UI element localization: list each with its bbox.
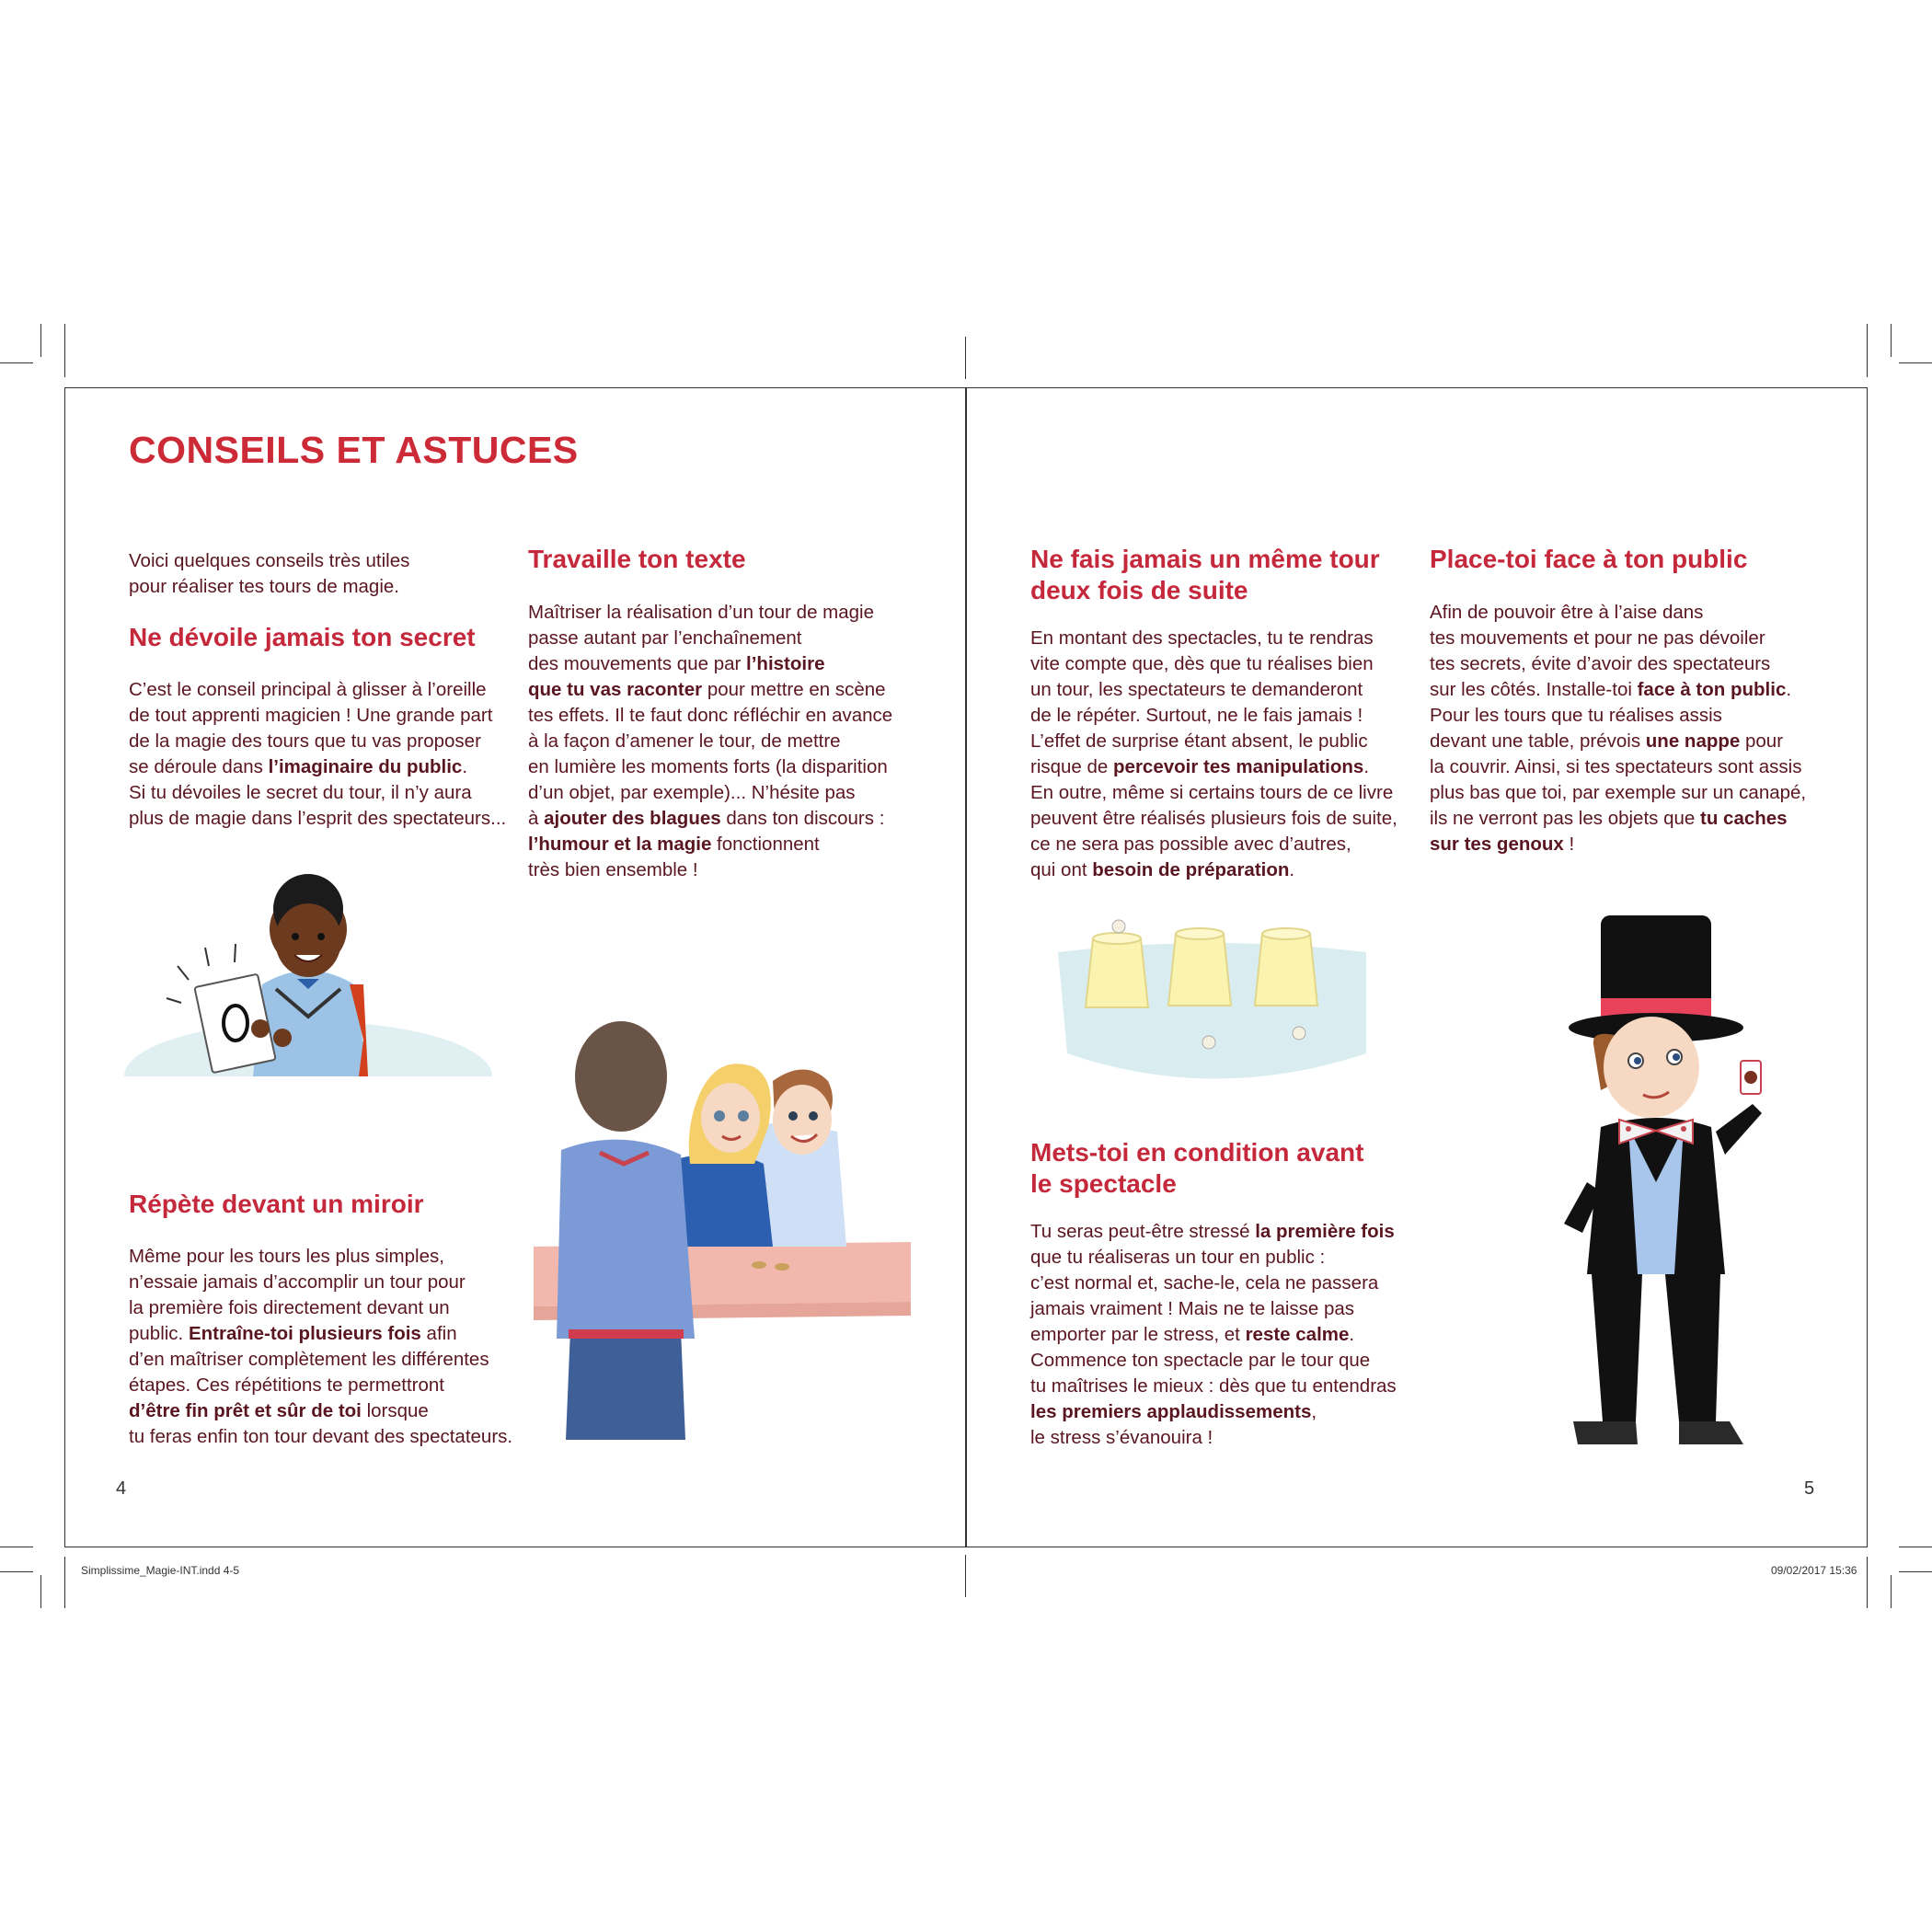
section-title-texte: Travaille ton texte xyxy=(528,545,746,573)
crop-mark xyxy=(40,324,41,357)
section-title-miroir: Répète devant un miroir xyxy=(129,1190,424,1218)
page-title: CONSEILS ET ASTUCES xyxy=(129,429,579,471)
page-number-right: 5 xyxy=(1804,1478,1815,1499)
slug-date: 09/02/2017 15:36 xyxy=(1771,1564,1857,1577)
children-at-table-icon xyxy=(534,1017,920,1440)
crop-mark xyxy=(965,337,966,379)
section-title-jamais: Ne fais jamais un même tour deux fois de suite xyxy=(1030,545,1380,604)
crop-mark xyxy=(1899,362,1932,363)
section-text-miroir: Même pour les tours les plus simples, n’essaie jamais d’accomplir un tour pour la première fois directement devant un public. Entraîne-toi plusieurs fois afin d’en maîtriser complètement les différentes étapes. Ces répétitions te permettront d’être fin prêt et sûr de toi lorsque tu feras enfin ton tour devant des spectateurs. xyxy=(129,1246,513,1447)
section-text-jamais: En montant des spectacles, tu te rendras vite compte que, dès que tu réalises bien un tour, les spectateurs te demanderont de le répéter. Surtout, ne le fais jamais ! L’effet de surprise étant absent, le public risque de percevoir tes manipulations. En outre, même si certains tours de ce livre peuvent être réalisés plusieurs fois de suite, ce ne sera pas possible avec d’autres, qui ont besoin de préparation. xyxy=(1030,627,1397,880)
crop-mark xyxy=(965,1555,966,1597)
magician-top-hat-icon xyxy=(1527,906,1766,1458)
crop-mark xyxy=(1867,324,1868,377)
spine-fold xyxy=(965,387,967,1547)
crop-mark xyxy=(0,1571,33,1572)
crop-mark xyxy=(1899,1571,1932,1572)
section-title-secret: Ne dévoile jamais ton secret xyxy=(129,623,476,651)
crop-mark xyxy=(1891,1575,1892,1608)
cups-trick-icon xyxy=(1058,915,1371,1099)
slug-filename: Simplissime_Magie-INT.indd 4-5 xyxy=(81,1564,240,1577)
crop-mark xyxy=(64,324,65,377)
boy-with-card-icon xyxy=(124,856,492,1150)
section-text-condition: Tu seras peut-être stressé la première fois que tu réaliseras un tour en public : c’est normal et, sache-le, cela ne passera jamais vraiment ! Mais ne te laisse pas emporter par le stress, et reste calme. Commence ton spectacle par le tour que tu maîtrises le mieux : dès que tu entendras les premiers applaudissements, le stress s’évanouira ! xyxy=(1030,1221,1397,1448)
intro-text: Voici quelques conseils très utiles pour réaliser tes tours de magie. xyxy=(129,550,410,597)
section-text-public: Afin de pouvoir être à l’aise dans tes mouvements et pour ne pas dévoiler tes secrets, évite d’avoir des spectateurs sur les côtés. Installe-toi face à ton public. Pour les tours que tu réalises assis devant une table, prévois une nappe pour la couvrir. Ainsi, si tes spectateurs sont assis plus bas que toi, par exemple sur un canapé, ils ne verront pas les objets que tu caches sur tes genoux ! xyxy=(1430,602,1807,855)
section-text-secret: C’est le conseil principal à glisser à l’oreille de tout apprenti magicien ! Une grande part de la magie des tours que tu vas proposer se déroule dans l’imaginaire du public. Si tu dévoiles le secret du tour, il n’y aura plus de magie dans l’esprit des spectateurs... xyxy=(129,679,507,829)
section-title-public: Place-toi face à ton public xyxy=(1430,545,1748,573)
section-text-texte: Maîtriser la réalisation d’un tour de magie passe autant par l’enchaînement des mouvements que par l’histoire que tu vas raconter pour mettre en scène tes effets. Il te faut donc réfléchir en avance à la façon d’amener le tour, de mettre en lumière les moments forts (la disparition d’un objet, par exemple)... N’hésite pas à ajouter des blagues dans ton discours : l’humour et la magie fonctionnent très bien ensemble ! xyxy=(528,602,893,880)
crop-mark xyxy=(1891,324,1892,357)
page-number-left: 4 xyxy=(116,1478,127,1499)
crop-mark xyxy=(0,362,33,363)
crop-mark xyxy=(64,1557,65,1608)
crop-mark xyxy=(40,1575,41,1608)
section-title-condition: Mets-toi en condition avant le spectacle xyxy=(1030,1138,1364,1198)
crop-mark xyxy=(1867,1557,1868,1608)
